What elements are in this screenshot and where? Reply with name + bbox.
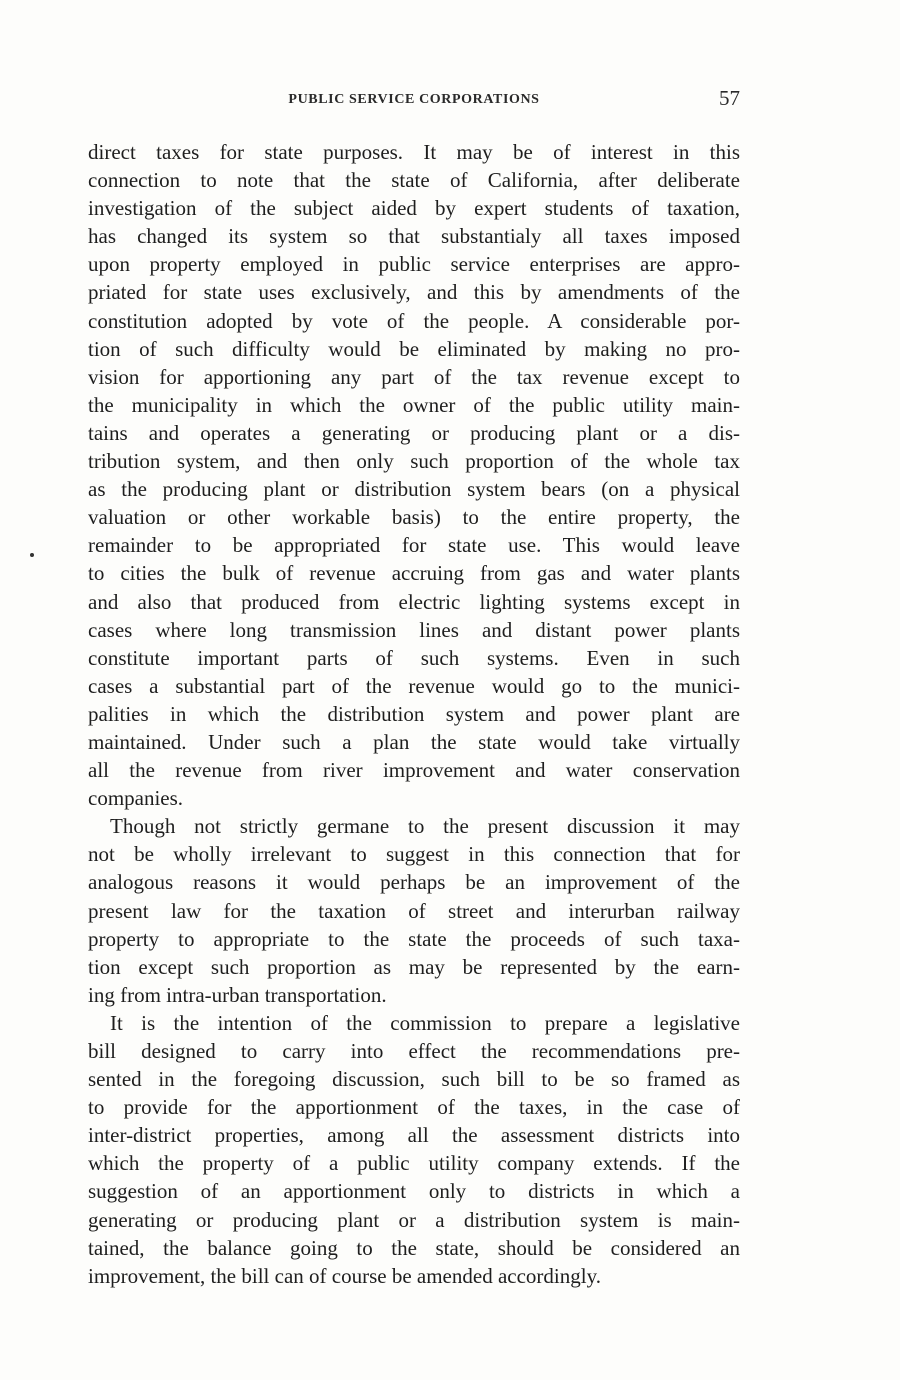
print-speck (30, 553, 34, 557)
running-title: PUBLIC SERVICE CORPORATIONS (288, 92, 540, 107)
text-line: companies. (88, 786, 184, 811)
page-number: 57 (719, 86, 740, 110)
text-line: tion of such difficulty would be eliminated by making no pro- (88, 336, 740, 361)
text-line: upon property employed in public service enterprises are appro- (88, 252, 740, 277)
text-line: has changed its system so that substantialy all taxes imposed (88, 224, 740, 249)
text-line: the municipality in which the owner of the public utility main- (88, 392, 740, 417)
text-line: constitute important parts of such systems. Even in such (88, 645, 740, 670)
text-line: direct taxes for state purposes. It may be of interest in this (88, 140, 740, 164)
text-line: vision for apportioning any part of the tax revenue except to (88, 364, 740, 389)
text-line: cases where long transmission lines and distant power plants (88, 617, 740, 642)
text-line: tained, the balance going to the state, should be considered an (88, 1235, 740, 1260)
text-line: to cities the bulk of revenue accruing from gas and water plants (88, 561, 740, 586)
running-header (88, 86, 740, 114)
text-line: and also that produced from electric lighting systems except in (88, 589, 740, 614)
text-line: tribution system, and then only such proportion of the whole tax (88, 449, 740, 474)
text-line: property to appropriate to the state the proceeds of such taxa- (88, 926, 740, 951)
paragraph-3 (88, 1009, 740, 1290)
paragraph-1 (88, 138, 740, 812)
text-line: priated for state uses exclusively, and this by amendments of the (88, 280, 740, 305)
text-line: bill designed to carry into effect the recommendations pre- (88, 1039, 740, 1063)
text-line: ing from intra-urban transportation. (88, 982, 387, 1007)
text-line: generating or producing plant or a distribution system is main- (88, 1207, 740, 1232)
text-line: It is the intention of the commission to prepare a legislative (110, 1010, 740, 1035)
text-line: connection to note that the state of California, after deliberate (88, 168, 740, 193)
text-line: valuation or other workable basis) to the entire property, the (88, 505, 740, 530)
text-line: investigation of the subject aided by expert students of taxation, (88, 196, 740, 221)
text-line: inter-district properties, among all the assessment districts into (88, 1123, 740, 1148)
text-line: present law for the taxation of street and interurban railway (88, 898, 740, 923)
text-line: to provide for the apportionment of the taxes, in the case of (88, 1095, 740, 1120)
text-line: Though not strictly germane to the present discussion it may (110, 814, 740, 839)
text-line: constitution adopted by vote of the people. A considerable por- (88, 308, 740, 333)
text-line: improvement, the bill can of course be amended accordingly. (88, 1263, 601, 1288)
text-line: tains and operates a generating or producing plant or a dis- (88, 420, 740, 445)
text-line: sented in the foregoing discussion, such bill to be so framed as (88, 1067, 740, 1092)
text-line: remainder to be appropriated for state use. This would leave (88, 533, 740, 558)
text-line: suggestion of an apportionment only to districts in which a (88, 1179, 740, 1204)
text-line: which the property of a public utility company extends. If the (88, 1151, 740, 1176)
body-text (88, 138, 740, 1290)
text-line: tion except such proportion as may be represented by the earn- (88, 954, 740, 979)
text-line: palities in which the distribution system and power plant are (88, 701, 740, 726)
text-line: as the producing plant or distribution system bears (on a physical (88, 477, 740, 502)
text-line: all the revenue from river improvement and water conservation (88, 758, 740, 783)
text-line: analogous reasons it would perhaps be an improvement of the (88, 870, 740, 895)
text-line: cases a substantial part of the revenue would go to the munici- (88, 673, 740, 698)
paragraph-2 (88, 812, 740, 1009)
text-line: maintained. Under such a plan the state would take virtually (88, 729, 740, 754)
text-line: not be wholly irrelevant to suggest in this connection that for (88, 842, 740, 867)
